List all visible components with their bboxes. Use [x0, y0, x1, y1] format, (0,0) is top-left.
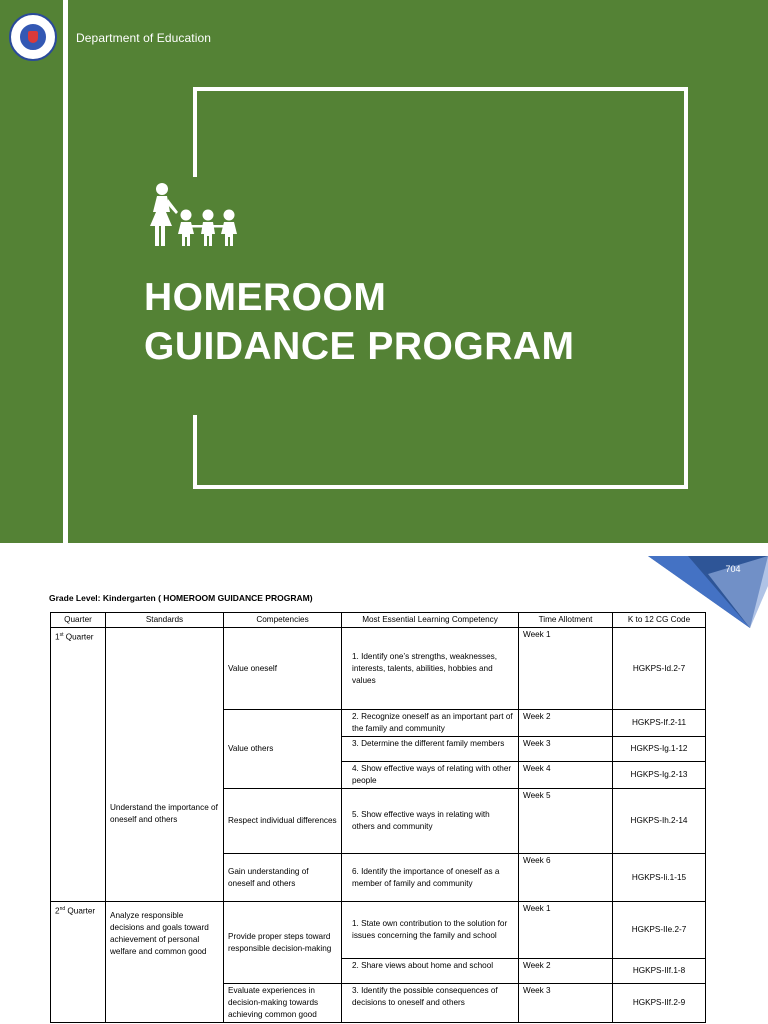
table-row [51, 628, 706, 710]
code-cell: HGKPS-Ii.1-15 [613, 854, 706, 902]
melc-cell: 1. Identify one’s strengths, weaknesses, interests, talents, abilities, hobbies and values [342, 628, 519, 710]
department-name: Department of Education [76, 31, 212, 45]
title-frame-right [684, 87, 688, 489]
competency-cell: Value oneself [224, 628, 342, 710]
time-cell: Week 2 [519, 710, 613, 737]
program-title [144, 273, 575, 371]
time-cell: Week 1 [519, 628, 613, 710]
family-icon [148, 182, 240, 248]
time-cell: Week 4 [519, 762, 613, 789]
grade-level-heading: Grade Level: Kindergarten ( HOMEROOM GUIDANCE PROGRAM) [49, 593, 313, 603]
melc-cell: 2. Recognize oneself as an important part of the family and community [342, 710, 519, 737]
deped-seal-logo [9, 13, 57, 61]
title-frame-bottom [193, 485, 688, 489]
melc-cell: 4. Show effective ways of relating with other people [342, 762, 519, 789]
melc-cell: 3. Identify the possible consequences of decisions to oneself and others [342, 984, 519, 1023]
header-competencies: Competencies [224, 613, 342, 628]
code-cell: HGKPS-IIf.1-8 [613, 959, 706, 984]
header-quarter: Quarter [51, 613, 106, 628]
time-cell: Week 2 [519, 959, 613, 984]
competency-cell: Gain understanding of oneself and others [224, 854, 342, 902]
competency-cell: Evaluate experiences in decision-making towards achieving common good [224, 984, 342, 1023]
code-cell: HGKPS-Id.2-7 [613, 628, 706, 710]
table-header-row [51, 613, 706, 628]
melc-table [50, 612, 706, 1023]
title-frame-left-bottom [193, 415, 197, 489]
melc-cell: 1. State own contribution to the solution for issues concerning the family and school [342, 902, 519, 959]
header-time-allotment: Time Allotment [519, 613, 613, 628]
time-cell: Week 3 [519, 737, 613, 762]
code-cell: HGKPS-If.2-11 [613, 710, 706, 737]
competency-cell: Respect individual differences [224, 789, 342, 854]
competency-cell: Provide proper steps toward responsible decision-making [224, 902, 342, 984]
title-frame-left-top [193, 87, 197, 177]
code-cell: HGKPS-Ig.2-13 [613, 762, 706, 789]
page-number: 704 [725, 564, 741, 574]
melc-cell: 6. Identify the importance of oneself as a member of family and community [342, 854, 519, 902]
time-cell: Week 6 [519, 854, 613, 902]
competency-cell: Value others [224, 710, 342, 789]
quarter-cell: 1st Quarter [51, 628, 106, 902]
standard-cell: Understand the importance of oneself and others [106, 628, 224, 902]
code-cell: HGKPS-IIe.2-7 [613, 902, 706, 959]
table-row [51, 902, 706, 959]
standard-cell: Analyze responsible decisions and goals toward achievement of personal welfare and common good [106, 902, 224, 1023]
melc-cell: 2. Share views about home and school [342, 959, 519, 984]
time-cell: Week 3 [519, 984, 613, 1023]
title-frame-top [193, 87, 688, 91]
header-melc: Most Essential Learning Competency [342, 613, 519, 628]
code-cell: HGKPS-Ih.2-14 [613, 789, 706, 854]
time-cell: Week 1 [519, 902, 613, 959]
program-title-line2: GUIDANCE PROGRAM [144, 325, 575, 368]
program-title-line1: HOMEROOM [144, 276, 387, 319]
time-cell: Week 5 [519, 789, 613, 854]
header-cg-code: K to 12 CG Code [613, 613, 706, 628]
code-cell: HGKPS-IIf.2-9 [613, 984, 706, 1023]
code-cell: HGKPS-Ig.1-12 [613, 737, 706, 762]
melc-cell: 5. Show effective ways in relating with others and community [342, 789, 519, 854]
quarter-cell: 2nd Quarter [51, 902, 106, 1023]
header-standards: Standards [106, 613, 224, 628]
cover-divider-stripe [63, 0, 68, 543]
melc-cell: 3. Determine the different family members [342, 737, 519, 762]
